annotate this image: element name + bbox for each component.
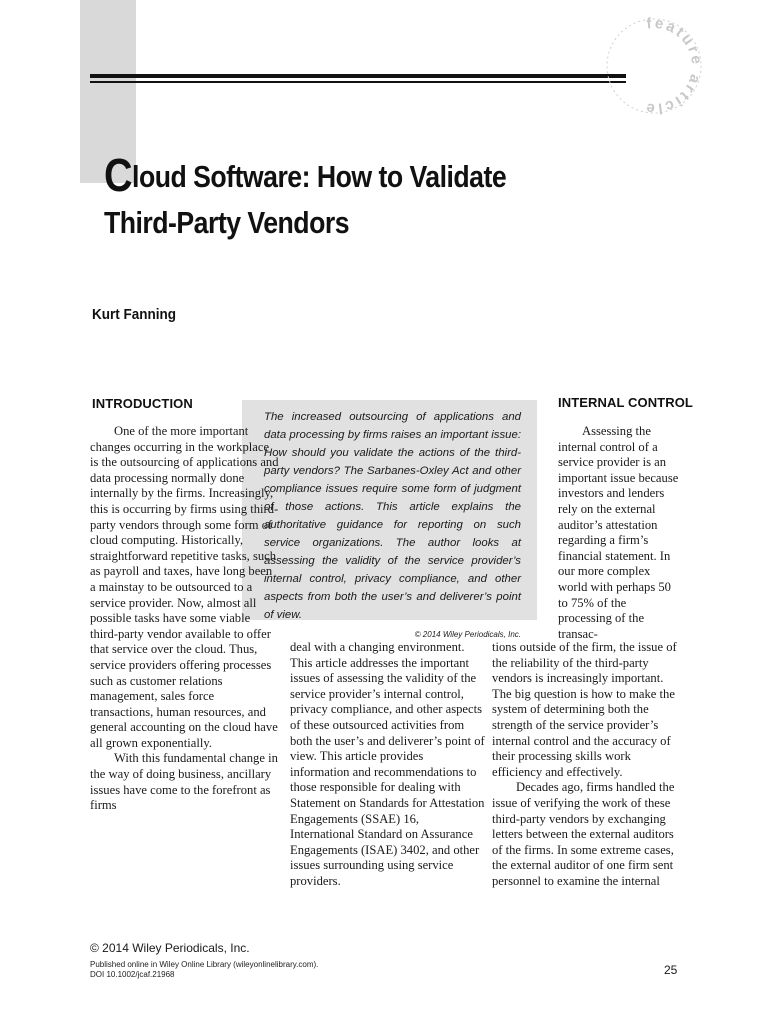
internal-control-paragraph-1: Assessing the internal control of a service provider is an important issue because investors and lenders rely on the external auditor’s attestation regarding a firm’s financial statement. In our more complex world with perhaps 50 to 75% of the processing of the transac- bbox=[558, 424, 679, 641]
intro-paragraph-1: One of the more important changes occurring in the workplace is the outsourcing of applications and data processing normally done internally by the firms. Increasingly, this is occurring by firms using third-party vendors through some form of cloud computing. Historically, straightforward repetitive tasks, such as payroll and taxes, have long been a mainstay to be outsourced to a service provider. Now, almost all possible tasks have some viable third-party vendor available to offer that service over the cloud. Thus, service providers offering processes such as customer relations management, sales force transactions, human resources, and general accounting on the cloud have all grown exponentially. bbox=[90, 424, 279, 750]
internal-control-paragraph-2: Decades ago, firms handled the issue of verifying the work of these third-party vendors by exchanging letters between the external auditors of the firms. In some extreme cases, the external auditor of one firm sent personnel to examine the internal bbox=[492, 780, 675, 888]
footer-published: Published online in Wiley Online Library (wileyonlinelibrary.com). bbox=[90, 960, 319, 969]
title-drop-cap: C bbox=[104, 149, 133, 201]
feature-article-stamp bbox=[600, 12, 708, 120]
article-title bbox=[104, 149, 586, 246]
body-column-3-top bbox=[558, 424, 680, 642]
section-heading-introduction: INTRODUCTION bbox=[92, 396, 193, 411]
header-rule-thin bbox=[90, 81, 626, 83]
section-heading-internal-control: INTERNAL CONTROL bbox=[558, 395, 693, 410]
header-rule-thick bbox=[90, 74, 626, 78]
body-column-2 bbox=[290, 640, 485, 890]
footer-doi: DOI 10.1002/jcaf.21968 bbox=[90, 970, 175, 979]
body-column-3-bottom bbox=[492, 640, 682, 890]
intro-paragraph-2-start: With this fundamental change in the way of doing business, ancillary issues have come to the forefront as firms bbox=[90, 751, 278, 813]
abstract-box bbox=[242, 400, 537, 639]
title-line-1: loud Software: How to Validate bbox=[132, 159, 507, 194]
body-column-1 bbox=[90, 424, 280, 814]
svg-text:feature article bbox=[643, 15, 705, 118]
abstract-copyright: © 2014 Wiley Periodicals, Inc. bbox=[414, 630, 521, 639]
stamp-text: feature article bbox=[643, 14, 706, 118]
internal-control-paragraph-1-cont: tions outside of the firm, the issue of the reliability of the third-party vendors is increasingly important. The big question is how to make the system of determining both the strength of the service provider’s internal control and the accuracy of their processing skills work efficiency and effectively. bbox=[492, 640, 677, 779]
intro-paragraph-2-cont: deal with a changing environment. This article addresses the important issues of assessing the validity of the service provider’s internal control, privacy compliance, and other aspects of these outsourced activities from both the user’s and deliverer’s point of view. This article provides information and recommendations to those responsible for dealing with Statement on Standards for Attestation Engagements (SSAE) 16, International Standard on Assurance Engagements (ISAE) 3402, and other issues surrounding using service providers. bbox=[290, 640, 485, 888]
footer-copyright: © 2014 Wiley Periodicals, Inc. bbox=[90, 941, 250, 955]
page-number: 25 bbox=[664, 963, 678, 977]
title-line-2: Third-Party Vendors bbox=[104, 205, 350, 240]
abstract-text: The increased outsourcing of applications and data processing by firms raises an important issue: How should you validate the actions of the third-party vendors? The Sarbanes-Oxley Act and other compliance issues require some form of judgment of those actions. This article explains the authoritative guidance for reporting on such service organizations. The author looks at assessing the validity of the service provider’s internal control, privacy compliance, and other aspects from both the user’s and deliverer’s point of view. bbox=[264, 411, 521, 621]
author-name: Kurt Fanning bbox=[92, 306, 176, 323]
